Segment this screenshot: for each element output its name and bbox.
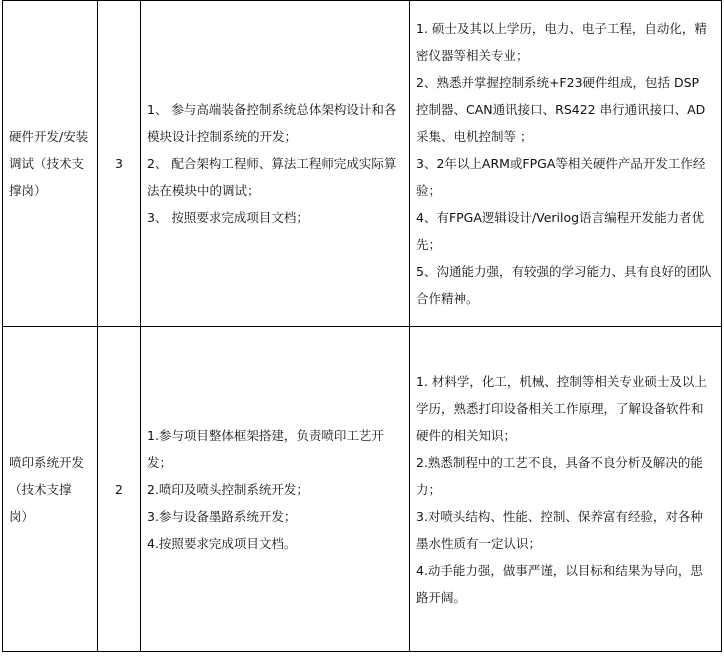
requirement-item: 2、熟悉并掌握控制系统+F23硬件组成，包括 DSP 控制器、CAN通讯接口、RS422 串行通讯接口、AD 采集、电机控制等 ； (416, 75, 706, 144)
duty-item: 3.参与设备墨路系统开发； (147, 508, 297, 524)
position-title-cell (3, 1, 98, 327)
duties-cell (141, 327, 410, 652)
duty-item: 4.按照要求完成项目文档。 (147, 535, 297, 551)
headcount-cell (98, 327, 141, 652)
headcount-cell (98, 1, 141, 327)
headcount: 3 (115, 156, 123, 171)
duty-item: 2、 配合架构工程师、算法工程师完成实际算法在模块中的调试； (147, 156, 397, 198)
requirement-item: 1. 硕士及其以上学历，电力、电子工程，自动化，精密仪器等相关专业； (416, 21, 707, 63)
requirement-item: 1. 材料学，化工，机械、控制等相关专业硕士及以上学历，熟悉打印设备相关工作原理，了解设备软件和硬件的相关知识； (416, 373, 707, 443)
position-title-line: （技术支撑 (9, 481, 72, 497)
duty-item: 2.喷印及喷头控制系统开发； (147, 481, 309, 497)
requirement-item: 5、沟通能力强，有较强的学习能力、具有良好的团队合作精神。 (416, 264, 712, 306)
requirements-cell (410, 1, 722, 327)
duty-item: 1、 参与高端装备控制系统总体架构设计和各模块设计控制系统的开发； (147, 102, 397, 144)
job-requirements-table (2, 0, 722, 652)
position-title-line: 喷印系统开发 (9, 454, 85, 470)
requirements-cell (410, 327, 722, 652)
position-title: 硬件开发/安装调试（技术支撑岗） (9, 129, 89, 198)
requirement-item: 3、2年以上ARM或FPGA等相关硬件产品开发工作经验； (416, 156, 706, 198)
position-title-cell (3, 327, 98, 652)
headcount: 2 (115, 481, 123, 497)
duty-item: 3、 按照要求完成项目文档； (147, 210, 309, 225)
table-row (3, 1, 722, 327)
duties-cell (141, 1, 410, 327)
duty-item: 1.参与项目整体框架搭建，负责喷印工艺开发； (147, 427, 384, 470)
requirement-item: 4.动手能力强，做事严谨，以目标和结果为导向，思路开阔。 (416, 562, 703, 605)
requirement-item: 4、有FPGA逻辑设计/Verilog语言编程开发能力者优先； (416, 210, 705, 252)
position-title-line: 岗） (9, 508, 35, 524)
requirement-item: 2.熟悉制程中的工艺不良，具备不良分析及解决的能力； (416, 454, 703, 497)
requirement-item: 3.对喷头结构、性能、控制、保养富有经验，对各种墨水性质有一定认识； (416, 508, 703, 551)
table-row (3, 327, 722, 652)
